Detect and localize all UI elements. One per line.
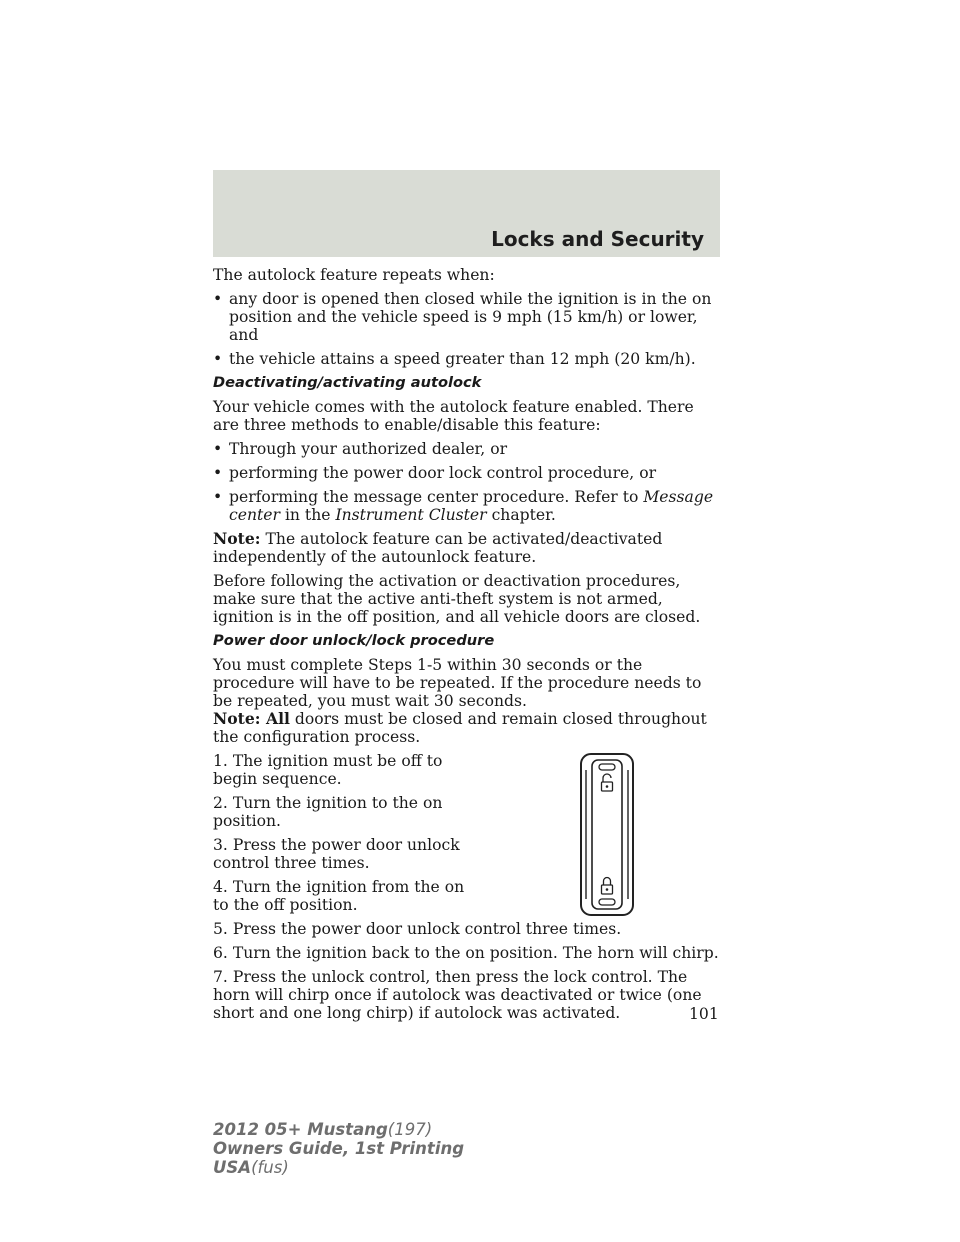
deactivating-heading: Deactivating/activating autolock	[213, 374, 482, 391]
step-item: 1. The ignition must be off to begin sequence.	[213, 752, 443, 788]
print-footer: 2012 05+ Mustang(197) Owners Guide, 1st Printing USA(fus)	[213, 1120, 465, 1177]
procedure-intro: You must complete Steps 1-5 within 30 seconds or the procedure will have to be repeated. If the procedure needs to be repeated, you must wait 30 seconds.	[213, 656, 702, 710]
bullet-item: • Through your authorized dealer, or	[213, 440, 508, 458]
step-item: 4. Turn the ignition from the on to the off position.	[213, 878, 465, 914]
note: Note: All doors must be closed and remain closed throughout the configuration process.	[213, 709, 707, 746]
door-lock-switch-illustration	[578, 752, 636, 917]
note: Note: The autolock feature can be activated/deactivated independently of the autounlock feature.	[213, 529, 663, 566]
procedure-heading: Power door unlock/lock procedure	[213, 632, 495, 649]
autolock-repeat-intro: The autolock feature repeats when:	[213, 266, 495, 284]
page-number: 101	[689, 1005, 719, 1023]
bullet-item: • performing the message center procedure. Refer to Message center in the Instrument Cluster chapter.	[213, 488, 714, 524]
step-item: 2. Turn the ignition to the on position.	[213, 794, 443, 830]
section-header-bar	[213, 170, 720, 257]
methods-intro: Your vehicle comes with the autolock feature enabled. There are three methods to enable/disable this feature:	[213, 398, 694, 434]
procedure-steps	[213, 752, 723, 1022]
page-content	[213, 266, 723, 1028]
step-item: 3. Press the power door unlock control three times.	[213, 836, 460, 872]
cross-reference: Instrument Cluster	[335, 506, 487, 524]
cross-reference: Message center	[229, 488, 714, 524]
section-title: Locks and Security	[491, 227, 704, 251]
before-procedure-text: Before following the activation or deactivation procedures, make sure that the active anti-theft system is not armed, ignition is in the off position, and all vehicle doors are closed.	[213, 572, 701, 626]
step-item: 5. Press the power door unlock control three times.	[213, 920, 622, 938]
bullet-item: • any door is opened then closed while the ignition is in the on position and the vehicle speed is 9 mph (15 km/h) or lower, and	[213, 290, 712, 344]
step-item: 6. Turn the ignition back to the on position. The horn will chirp.	[213, 944, 719, 962]
bullet-item: • performing the power door lock control procedure, or	[213, 464, 657, 482]
step-item: 7. Press the unlock control, then press the lock control. The horn will chirp once if autolock was deactivated or twice (one short and one long chirp) if autolock was activated.	[213, 968, 702, 1022]
bullet-item: • the vehicle attains a speed greater than 12 mph (20 km/h).	[213, 350, 696, 368]
